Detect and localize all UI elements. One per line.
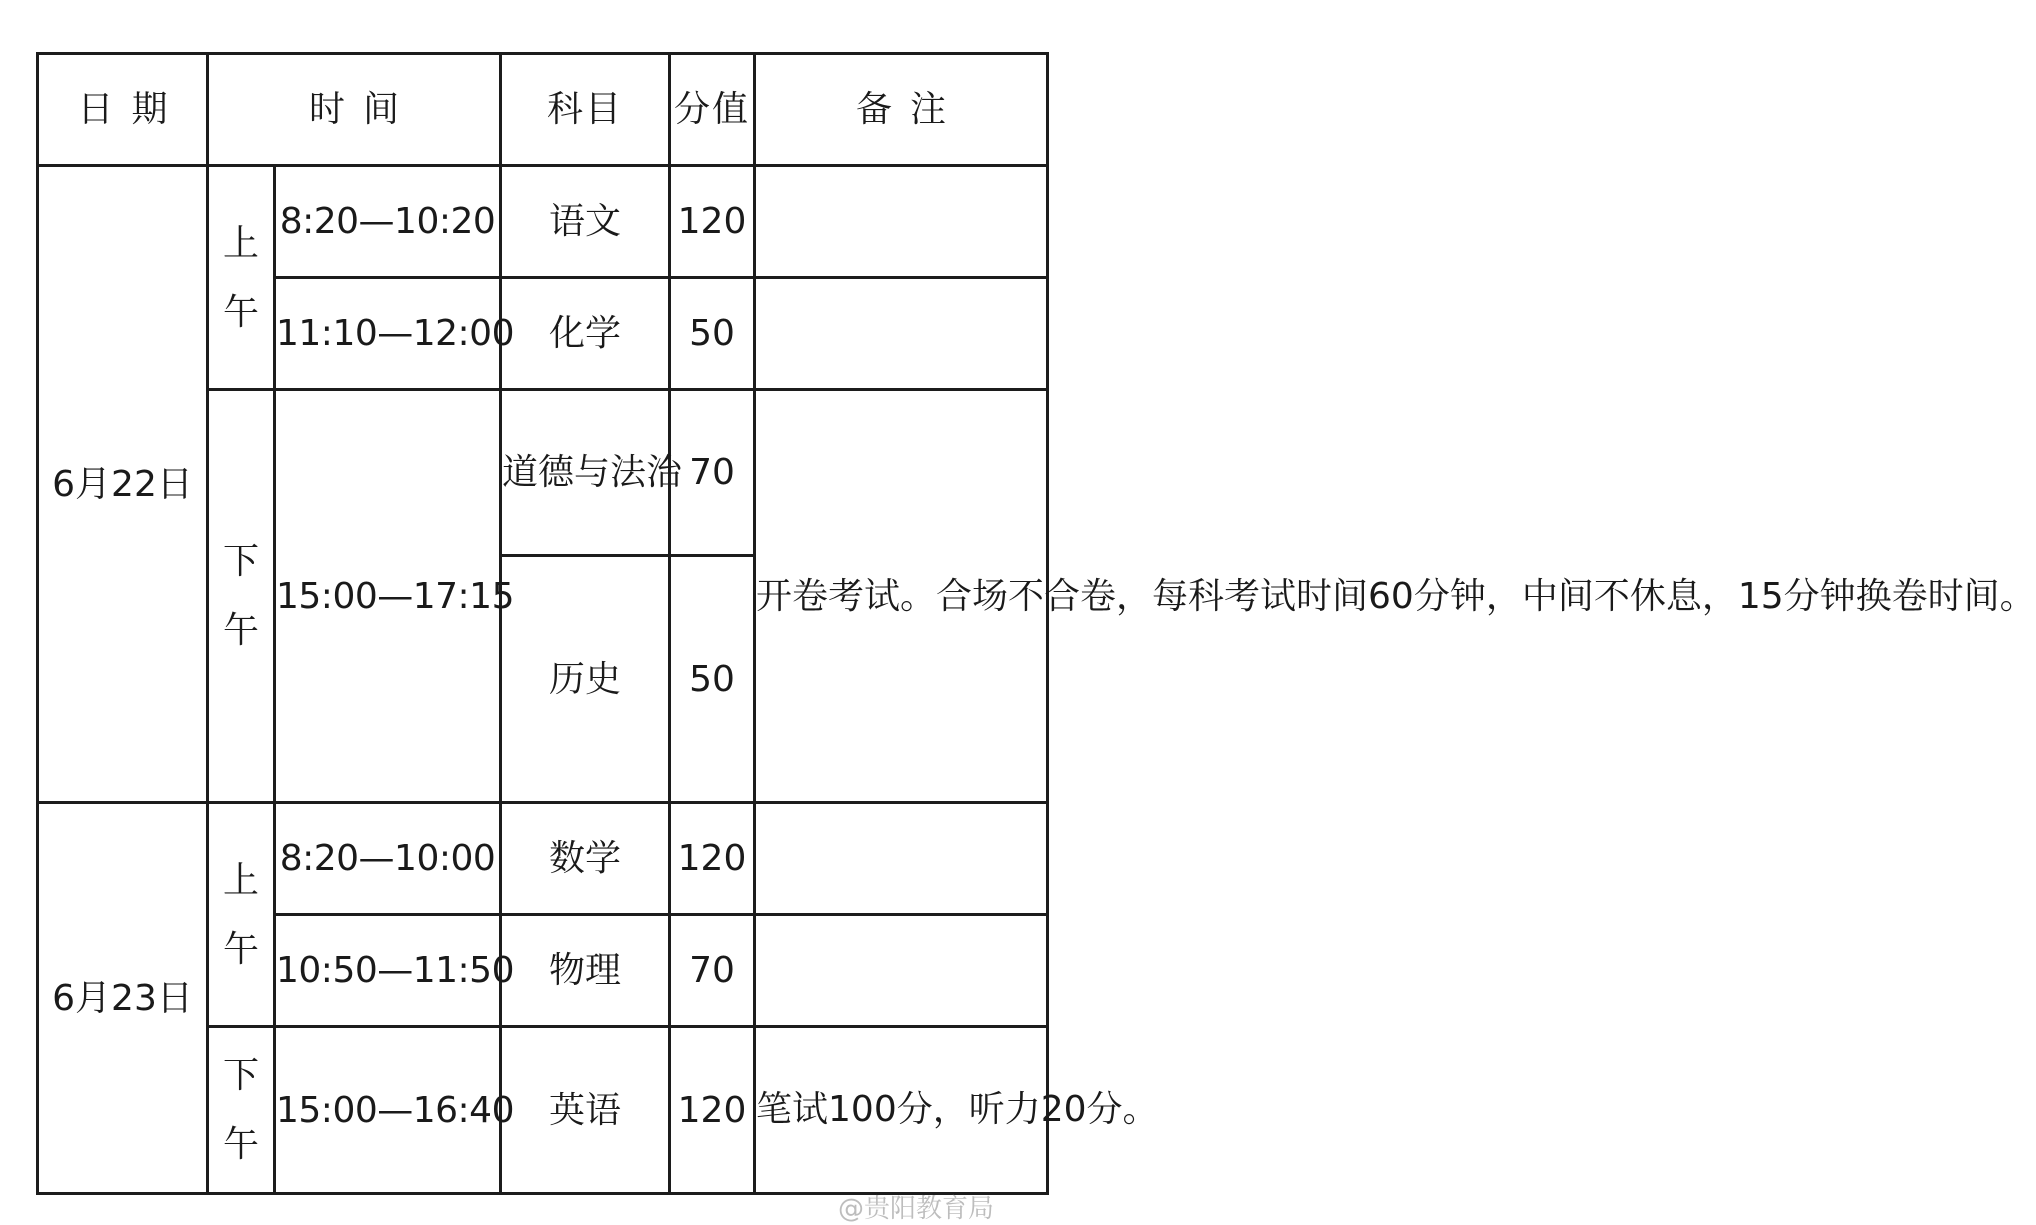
exam-schedule: [36, 52, 2036, 1192]
time-cell: 8:20—10:00: [275, 803, 501, 915]
morning-label: 上 午: [208, 166, 275, 390]
subject-cell: 数学: [501, 803, 670, 915]
score-cell: 50: [670, 556, 755, 803]
time-cell: 8:20—10:20: [275, 166, 501, 278]
note-cell: 笔试100分，听力20分。: [755, 1027, 1048, 1194]
subject-cell: 历史: [501, 556, 670, 803]
date-cell: 6月22日: [38, 166, 208, 803]
subject-cell: 物理: [501, 915, 670, 1027]
time-cell: 15:00—17:15: [275, 390, 501, 803]
score-cell: 50: [670, 278, 755, 390]
note-cell: 开卷考试。合场不合卷，每科考试时间60分钟，中间不休息，15分钟换卷时间。: [755, 390, 1048, 803]
note-cell: [755, 278, 1048, 390]
score-cell: 120: [670, 803, 755, 915]
score-cell: 120: [670, 1027, 755, 1194]
table-row: [38, 166, 1048, 278]
time-cell: 15:00—16:40: [275, 1027, 501, 1194]
morning-label: 上 午: [208, 803, 275, 1027]
note-cell: [755, 915, 1048, 1027]
afternoon-label: 下 午: [208, 390, 275, 803]
header-time: 时间: [208, 54, 501, 166]
table-row: [38, 803, 1048, 915]
note-cell: [755, 166, 1048, 278]
score-cell: 120: [670, 166, 755, 278]
schedule-table: [36, 52, 2036, 1195]
header-note: 备注: [755, 54, 1048, 166]
subject-cell: 语文: [501, 166, 670, 278]
header-row: [38, 54, 1048, 166]
header-score: 分值: [670, 54, 755, 166]
subject-cell: 道德与法治: [501, 390, 670, 556]
subject-cell: 化学: [501, 278, 670, 390]
subject-cell: 英语: [501, 1027, 670, 1194]
time-cell: 11:10—12:00: [275, 278, 501, 390]
score-cell: 70: [670, 390, 755, 556]
header-subject: 科目: [501, 54, 670, 166]
watermark: @贵阳教育局: [838, 1194, 995, 1224]
header-date: 日期: [38, 54, 208, 166]
score-cell: 70: [670, 915, 755, 1027]
afternoon-label: 下 午: [208, 1027, 275, 1194]
note-cell: [755, 803, 1048, 915]
date-cell: 6月23日: [38, 803, 208, 1194]
time-cell: 10:50—11:50: [275, 915, 501, 1027]
